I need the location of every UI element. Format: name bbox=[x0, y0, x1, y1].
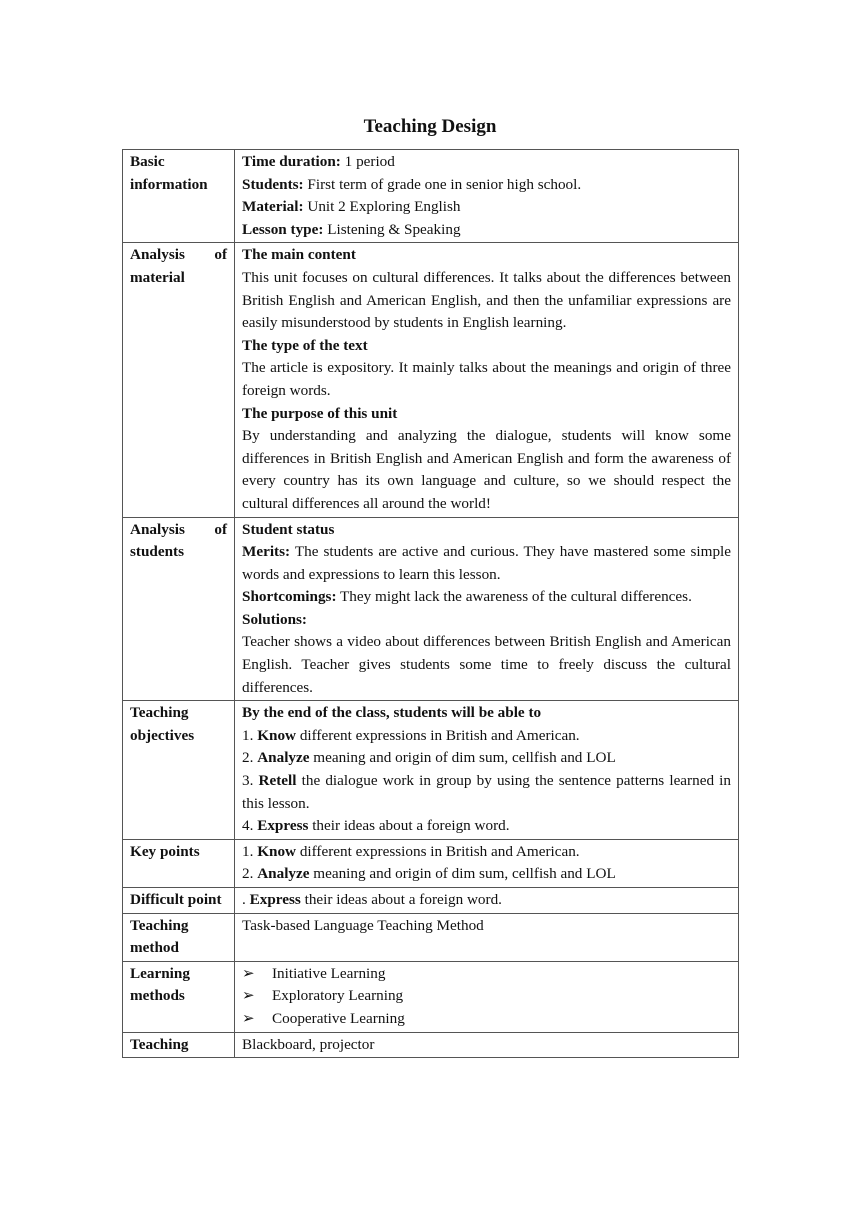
learning-method-item bbox=[242, 985, 731, 1008]
content-key-points bbox=[235, 839, 739, 887]
label-teaching-aids: Teaching bbox=[123, 1032, 235, 1058]
label-difficult-point: Difficult point bbox=[123, 888, 235, 914]
key-point-verb: Know bbox=[257, 842, 297, 860]
row-teaching-aids bbox=[123, 1032, 739, 1058]
content-analysis-students bbox=[235, 517, 739, 701]
objective-item bbox=[242, 725, 731, 748]
main-content-heading: The main content bbox=[242, 246, 356, 264]
teaching-design-table bbox=[122, 149, 739, 1058]
key-point-number: 1. bbox=[242, 842, 258, 860]
label-analysis-students: Analysis of students bbox=[123, 517, 235, 701]
content-difficult-point bbox=[235, 888, 739, 914]
content-teaching-method: Task-based Language Teaching Method bbox=[235, 913, 739, 961]
label-basic-information: Basic information bbox=[123, 150, 235, 243]
label-teaching-method: Teaching method bbox=[123, 913, 235, 961]
main-content-text: This unit focuses on cultural differences. It talks about the differences between British English and American English, and then the unfamiliar expressions are easily misunderstood by students in English learning. bbox=[242, 268, 731, 332]
difficult-point-prefix: . bbox=[242, 891, 250, 908]
students-value: First term of grade one in senior high school. bbox=[303, 175, 582, 193]
objective-number: 4. bbox=[242, 817, 258, 835]
objective-number: 2. bbox=[242, 749, 258, 767]
lesson-type-value: Listening & Speaking bbox=[323, 220, 461, 238]
document-title: Teaching Design bbox=[363, 116, 497, 137]
content-teaching-objectives bbox=[235, 701, 739, 840]
shortcomings-label: Shortcomings: bbox=[242, 588, 337, 606]
student-status-heading: Student status bbox=[242, 520, 335, 538]
merits-paragraph bbox=[242, 541, 731, 586]
objective-verb: Analyze bbox=[257, 749, 310, 767]
shortcomings-text: They might lack the awareness of the cultural differences. bbox=[336, 588, 692, 606]
material-value: Unit 2 Exploring English bbox=[303, 198, 461, 216]
key-point-verb: Analyze bbox=[257, 865, 310, 883]
objectives-intro: By the end of the class, students will be able to bbox=[242, 704, 542, 722]
purpose-heading: The purpose of this unit bbox=[242, 404, 398, 422]
content-teaching-aids: Blackboard, projector bbox=[235, 1032, 739, 1058]
row-difficult-point bbox=[123, 888, 739, 914]
text-type-text: The article is expository. It mainly talks about the meanings and origin of three foreign words. bbox=[242, 359, 731, 399]
lesson-type-label: Lesson type: bbox=[242, 220, 324, 238]
content-analysis-material bbox=[235, 243, 739, 517]
key-point-text: meaning and origin of dim sum, cellfish and LOL bbox=[309, 865, 616, 883]
row-analysis-students bbox=[123, 517, 739, 701]
content-basic-information bbox=[235, 150, 739, 243]
label-analysis-material: Analysis of material bbox=[123, 243, 235, 517]
label-teaching-objectives: Teaching objectives bbox=[123, 701, 235, 840]
row-analysis-material bbox=[123, 243, 739, 517]
learning-method-text: Cooperative Learning bbox=[272, 1009, 405, 1027]
row-key-points bbox=[123, 839, 739, 887]
row-basic-information bbox=[123, 150, 739, 243]
time-duration-value: 1 period bbox=[340, 153, 395, 170]
key-point-number: 2. bbox=[242, 865, 258, 883]
difficult-point-verb: Express bbox=[249, 891, 301, 908]
row-teaching-method bbox=[123, 913, 739, 961]
objective-item bbox=[242, 815, 731, 838]
merits-label: Merits: bbox=[242, 543, 291, 561]
shortcomings-paragraph bbox=[242, 586, 731, 609]
solutions-text: Teacher shows a video about differences between British English and American English. Teacher gives students some time to freely discuss the cultural differences. bbox=[242, 633, 731, 696]
objective-verb: Express bbox=[257, 817, 309, 835]
objective-text: the dialogue work in group by using the sentence patterns learned in this lesson. bbox=[242, 772, 731, 812]
purpose-text: By understanding and analyzing the dialogue, students will know some differences in British English and American English and form the awareness of every country has its own language and culture, so we should respect the cultural differences all around the world! bbox=[242, 427, 731, 512]
row-teaching-objectives bbox=[123, 701, 739, 840]
key-point-item bbox=[242, 841, 731, 864]
row-learning-methods bbox=[123, 961, 739, 1032]
learning-methods-list bbox=[242, 963, 731, 1031]
objective-text: their ideas about a foreign word. bbox=[308, 817, 510, 835]
material-label: Material: bbox=[242, 198, 304, 216]
learning-method-text: Exploratory Learning bbox=[272, 987, 404, 1005]
content-learning-methods bbox=[235, 961, 739, 1032]
solutions-heading: Solutions: bbox=[242, 610, 307, 628]
key-point-item bbox=[242, 863, 731, 886]
objective-number: 1. bbox=[242, 726, 258, 744]
key-point-text: different expressions in British and American. bbox=[296, 842, 580, 860]
text-type-heading: The type of the text bbox=[242, 336, 368, 354]
objective-item bbox=[242, 770, 731, 815]
arrow-bullet-icon: ➢ bbox=[242, 1009, 255, 1027]
label-key-points: Key points bbox=[123, 839, 235, 887]
objective-verb: Know bbox=[257, 726, 297, 744]
objective-item bbox=[242, 747, 731, 770]
learning-method-text: Initiative Learning bbox=[272, 964, 386, 982]
objective-text: different expressions in British and American. bbox=[296, 726, 580, 744]
arrow-bullet-icon: ➢ bbox=[242, 987, 255, 1005]
students-label: Students: bbox=[242, 175, 304, 193]
merits-text: The students are active and curious. They have mastered some simple words and expressions to learn this lesson. bbox=[242, 543, 731, 583]
objective-text: meaning and origin of dim sum, cellfish and LOL bbox=[309, 749, 616, 767]
objective-verb: Retell bbox=[258, 772, 297, 790]
difficult-point-text: their ideas about a foreign word. bbox=[300, 891, 502, 908]
learning-method-item bbox=[242, 963, 731, 986]
time-duration-label: Time duration: bbox=[242, 153, 341, 170]
label-learning-methods: Learning methods bbox=[123, 961, 235, 1032]
learning-method-item bbox=[242, 1008, 731, 1031]
objective-number: 3. bbox=[242, 772, 259, 790]
arrow-bullet-icon: ➢ bbox=[242, 964, 255, 982]
